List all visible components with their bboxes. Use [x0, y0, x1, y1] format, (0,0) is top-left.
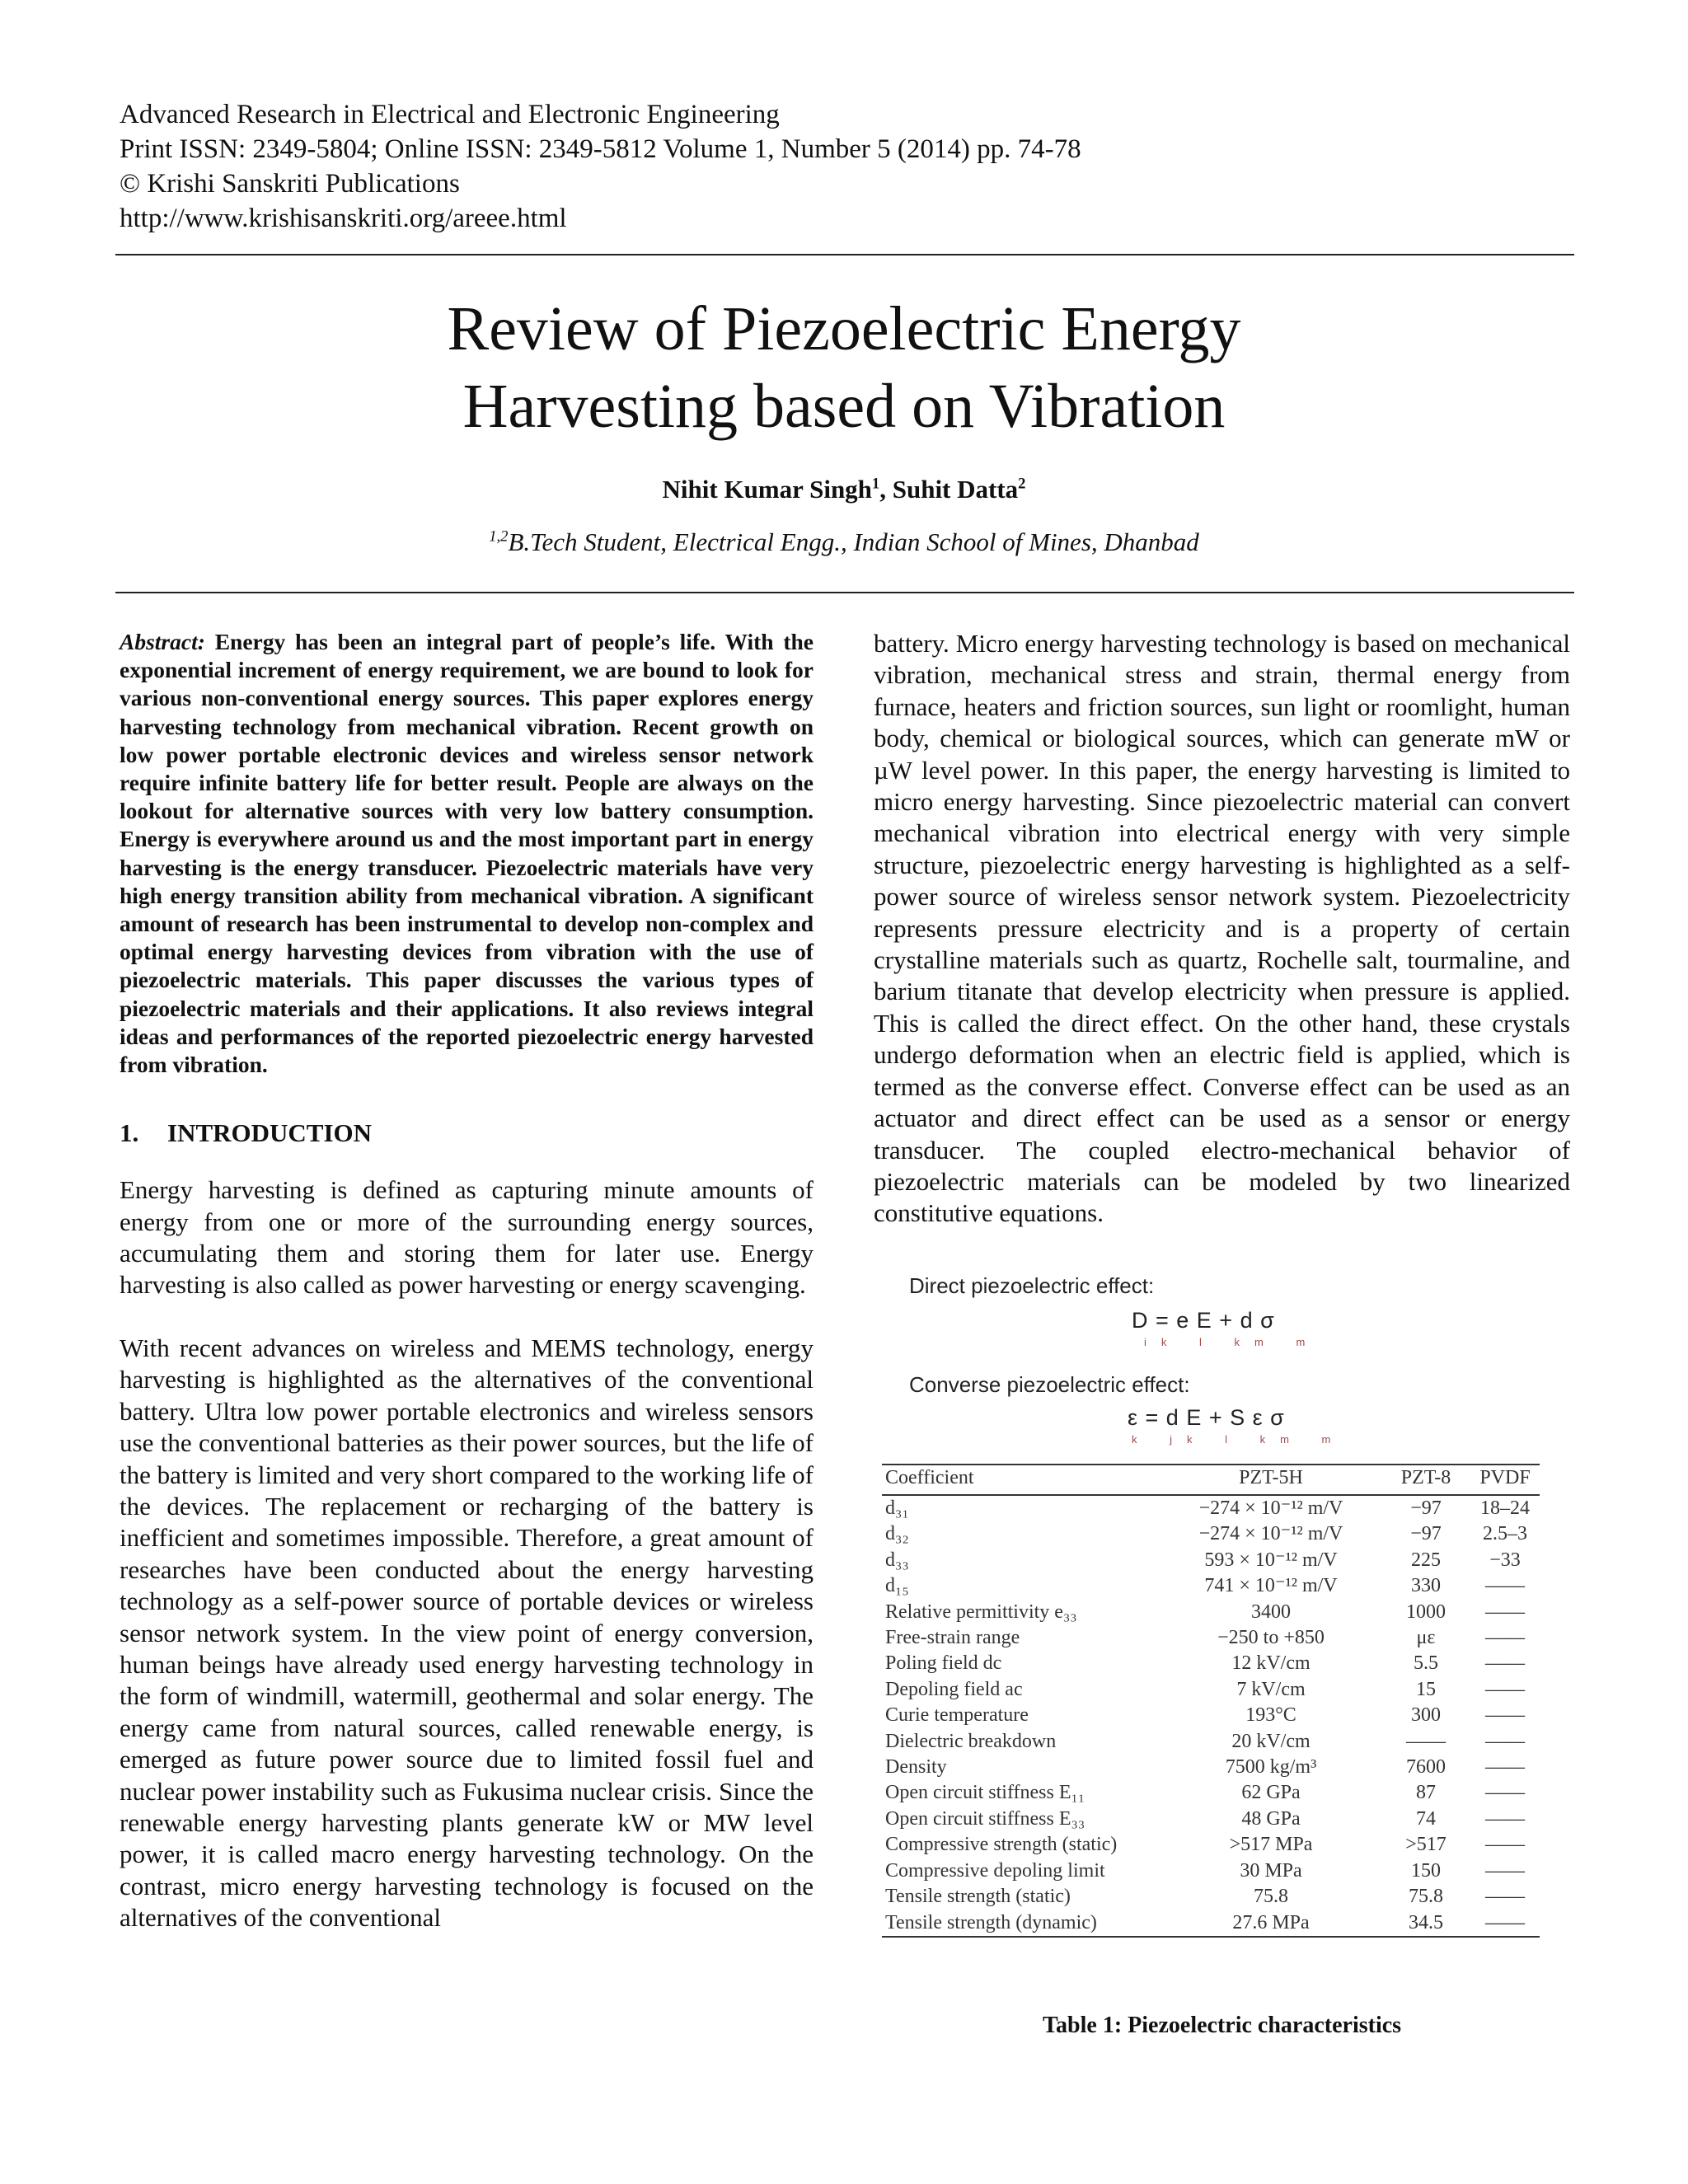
pvdf-cell: ——	[1485, 1678, 1525, 1700]
pzt-8-cell: 1000	[1406, 1601, 1446, 1623]
pzt-8-cell: 330	[1411, 1575, 1441, 1597]
coefficient-cell: d₁₅	[885, 1575, 909, 1597]
table-row	[882, 1807, 1540, 1832]
piezo-table-container	[882, 1464, 1540, 1938]
converse-effect-equation: ε = d E + S ε σ	[1128, 1405, 1285, 1430]
table-row	[882, 1755, 1540, 1780]
table-row	[882, 1651, 1540, 1676]
table-row	[882, 1495, 1540, 1521]
pzt-5h-cell: 12 kV/cm	[1231, 1652, 1311, 1675]
pvdf-cell: ——	[1485, 1575, 1525, 1597]
pzt-5h-cell: −274 × 10⁻¹² m/V	[1198, 1497, 1343, 1519]
pvdf-cell: ——	[1485, 1652, 1525, 1675]
pzt-5h-cell: 20 kV/cm	[1231, 1730, 1311, 1752]
title-divider	[115, 592, 1574, 593]
coefficient-cell: Density	[885, 1756, 947, 1779]
pzt-5h-cell: 7 kV/cm	[1236, 1678, 1306, 1700]
piezoelectric-characteristics-table	[882, 1464, 1540, 1938]
paper-title	[0, 290, 1688, 445]
pzt-5h-cell: 75.8	[1254, 1886, 1288, 1908]
title-line-2: Harvesting based on Vibration	[462, 372, 1226, 441]
pzt-8-cell: −97	[1410, 1523, 1442, 1545]
converse-effect-label: Converse piezoelectric effect:	[909, 1372, 1190, 1397]
coefficient-cell: d₃₁	[885, 1497, 909, 1519]
table-row	[882, 1910, 1540, 1937]
issn-line: Print ISSN: 2349-5804; Online ISSN: 2349-5812 Volume 1, Number 5 (2014) pp. 74-78	[120, 134, 1081, 164]
pzt-8-cell: 300	[1411, 1704, 1441, 1727]
table-row	[882, 1884, 1540, 1910]
left-column	[120, 628, 814, 1966]
section-heading-introduction	[120, 1118, 814, 1148]
direct-effect-subscripts: ik l km m	[1144, 1336, 1320, 1348]
pzt-8-cell: 225	[1411, 1549, 1441, 1571]
pzt-5h-cell: −274 × 10⁻¹² m/V	[1198, 1523, 1343, 1545]
pzt-5h-cell: 593 × 10⁻¹² m/V	[1204, 1549, 1338, 1571]
coefficient-cell: Relative permittivity e₃₃	[885, 1601, 1077, 1623]
pzt-5h-cell: −250 to +850	[1217, 1627, 1325, 1649]
pzt-8-cell: 75.8	[1409, 1886, 1443, 1908]
author-2: Suhit Datta	[892, 475, 1019, 504]
author-2-sup: 2	[1018, 475, 1026, 493]
direct-effect-equation: D = e E + d σ	[1132, 1308, 1275, 1333]
pzt-8-cell: 15	[1416, 1678, 1436, 1700]
pzt-8-cell: 7600	[1406, 1756, 1446, 1779]
direct-effect-label: Direct piezoelectric effect:	[909, 1273, 1155, 1298]
title-line-1: Review of Piezoelectric Energy	[447, 294, 1241, 363]
table-row	[882, 1625, 1540, 1651]
pzt-5h-cell: 741 × 10⁻¹² m/V	[1204, 1575, 1338, 1597]
coefficient-cell: Poling field dc	[885, 1652, 1002, 1675]
table-header-row	[882, 1465, 1540, 1495]
header-coefficient: Coefficient	[882, 1465, 1160, 1495]
table-row	[882, 1832, 1540, 1858]
author-separator: ,	[879, 475, 893, 504]
table-row	[882, 1677, 1540, 1703]
pzt-8-cell: 87	[1416, 1782, 1436, 1804]
coefficient-cell: Free-strain range	[885, 1627, 1020, 1649]
table-row	[882, 1600, 1540, 1625]
pvdf-cell: ——	[1485, 1782, 1525, 1804]
right-column	[874, 628, 1570, 1261]
table-row	[882, 1780, 1540, 1806]
coefficient-cell: Depoling field ac	[885, 1678, 1023, 1700]
pzt-8-cell: 34.5	[1381, 1910, 1470, 1937]
pvdf-cell: 18–24	[1480, 1497, 1530, 1519]
pzt-8-cell: >517	[1405, 1834, 1447, 1856]
affiliation-sup: 1,2	[489, 527, 509, 546]
coefficient-cell: Open circuit stiffness E₁₁	[885, 1782, 1085, 1804]
pzt-8-cell: 5.5	[1414, 1652, 1438, 1675]
table-row	[882, 1521, 1540, 1547]
journal-name: Advanced Research in Electrical and Electronic Engineering	[120, 100, 780, 129]
publisher: © Krishi Sanskriti Publications	[120, 169, 460, 199]
affiliation-text: B.Tech Student, Electrical Engg., Indian School of Mines, Dhanbad	[508, 527, 1199, 556]
section-number: 1.	[120, 1118, 139, 1148]
coefficient-cell: d₃₂	[885, 1523, 909, 1545]
coefficient-cell: d₃₃	[885, 1549, 909, 1571]
pzt-5h-cell: 48 GPa	[1241, 1807, 1301, 1830]
table-caption: Table 1: Piezoelectric characteristics	[1042, 2013, 1402, 2038]
pzt-8-cell: 150	[1411, 1859, 1441, 1882]
header-pzt-5h: PZT-5H	[1160, 1465, 1381, 1495]
table-row	[882, 1703, 1540, 1728]
pvdf-cell: ——	[1485, 1886, 1525, 1908]
abstract-text: Energy has been an integral part of people’s life. With the exponential increment of energy requirement, we are bound to look for various non-conventional energy sources. This paper explores energy harvesting technology from mechanical vibration. Recent growth on low power portable electronic devices and wireless sensor network require infinite battery life for better result. People are always on the lookout for alternative sources with very low battery consumption. Energy is everywhere around us and the most important part in energy harvesting is the energy transducer. Piezoelectric materials have very high energy transition ability from mechanical vibration. A significant amount of research has been instrumental to develop non-complex and optimal energy harvesting devices from vibration with the use of piezoelectric materials. This paper discusses the various types of piezoelectric materials and their applications. It also reviews integral ideas and performances of the reported piezoelectric energy harvested from vibration.	[120, 629, 814, 1078]
table-row	[882, 1729, 1540, 1755]
pvdf-cell: ——	[1485, 1859, 1525, 1882]
table-row	[882, 1858, 1540, 1884]
coefficient-cell: Tensile strength (dynamic)	[882, 1910, 1160, 1937]
pvdf-cell: ——	[1485, 1756, 1525, 1779]
abstract	[120, 628, 814, 1079]
intro-paragraph-3: battery. Micro energy harvesting technology is based on mechanical vibration, mechanical stress and strain, thermal energy from furnace, heaters and friction sources, sun light or roomlight, human body, chemical or biological sources, which can generate mW or µW level power. In this paper, the energy harvesting is limited to micro energy harvesting. Since piezoelectric material can convert mechanical vibration into electrical energy with very simple structure, piezoelectric energy harvesting is highlighted as a self-power source of wireless sensor network system. Piezoelectricity represents pressure electricity and is a property of certain crystalline materials such as quartz, Rochelle salt, tourmaline, and barium titanate that develop electricity when pressure is applied. This is called the direct effect. On the other hand, these crystals undergo deformation when an electric field is applied, which is termed as the converse effect. Converse effect can be used as an actuator and direct effect can be used as a sensor or energy transducer. The coupled electro-mechanical behavior of piezoelectric materials can be modeled by two linearized constitutive equations.	[874, 629, 1570, 1228]
converse-effect-subscripts: k jk l km m	[1132, 1433, 1346, 1446]
pzt-5h-cell: 30 MPa	[1240, 1859, 1302, 1882]
coefficient-cell: Curie temperature	[885, 1704, 1029, 1727]
pvdf-cell: ——	[1485, 1627, 1525, 1649]
header-pzt-8: PZT-8	[1381, 1465, 1470, 1495]
section-title: INTRODUCTION	[167, 1118, 373, 1148]
pzt-8-cell: ——	[1406, 1730, 1446, 1752]
pzt-5h-cell: 27.6 MPa	[1160, 1910, 1381, 1937]
header-divider	[115, 254, 1574, 255]
pzt-8-cell: 74	[1416, 1807, 1436, 1830]
pvdf-cell: −33	[1489, 1549, 1521, 1571]
table-row	[882, 1548, 1540, 1573]
table-body	[882, 1495, 1540, 1937]
pzt-8-cell: −97	[1410, 1497, 1442, 1519]
author-1: Nihit Kumar Singh	[662, 475, 872, 504]
constitutive-equations	[909, 1273, 1371, 1446]
pzt-5h-cell: 62 GPa	[1241, 1782, 1301, 1804]
coefficient-cell: Compressive strength (static)	[885, 1834, 1118, 1856]
intro-paragraph-1: Energy harvesting is defined as capturing minute amounts of energy from one or more of the surrounding energy sources, accumulating them and storing them for later use. Energy harvesting is also called as power harvesting or energy scavenging.	[120, 1175, 814, 1300]
pvdf-cell: ——	[1485, 1704, 1525, 1727]
author-1-sup: 1	[871, 475, 880, 493]
pvdf-cell: ——	[1485, 1834, 1525, 1856]
pvdf-cell: 2.5–3	[1483, 1523, 1527, 1545]
pzt-5h-cell: 193°C	[1245, 1704, 1296, 1727]
table-row	[882, 1573, 1540, 1599]
pvdf-cell: ——	[1485, 1730, 1525, 1752]
pzt-8-cell: με	[1416, 1627, 1436, 1649]
affiliation	[0, 527, 1688, 557]
coefficient-cell: Open circuit stiffness E₃₃	[885, 1807, 1085, 1830]
pvdf-cell: ——	[1470, 1910, 1540, 1937]
header-pvdf: PVDF	[1470, 1465, 1540, 1495]
abstract-label: Abstract:	[120, 629, 205, 654]
pzt-5h-cell: 7500 kg/m³	[1225, 1756, 1317, 1779]
journal-header	[120, 97, 1081, 236]
coefficient-cell: Compressive depoling limit	[885, 1859, 1105, 1882]
pvdf-cell: ——	[1485, 1807, 1525, 1830]
journal-url: http://www.krishisanskriti.org/areee.html	[120, 204, 567, 233]
pzt-5h-cell: >517 MPa	[1229, 1834, 1313, 1856]
pvdf-cell: ——	[1485, 1601, 1525, 1623]
authors	[0, 475, 1688, 504]
coefficient-cell: Tensile strength (static)	[885, 1886, 1071, 1908]
intro-paragraph-2: With recent advances on wireless and MEMS technology, energy harvesting is highlighted as the alternatives of the conventional battery. Ultra low power portable electronics and wireless sensors use the conventional batteries as their power sources, but the life of the battery is limited and very short compared to the working life of the devices. The replacement or recharging of the battery is inefficient and sometimes impossible. Therefore, a great amount of researches have been conducted about the energy harvesting technology as a self-power source of portable devices or wireless sensor network system. In the view point of energy conversion, human beings have already used energy harvesting technology in the form of windmill, watermill, geothermal and solar energy. The energy came from natural sources, called renewable energy, is emerged as future power source due to limited fossil fuel and nuclear power instability such as Fukusima nuclear crisis. Since the renewable energy harvesting plants generate kW or MW level power, it is called macro energy harvesting technology. On the contrast, micro energy harvesting technology is focused on the alternatives of the conventional	[120, 1333, 814, 1933]
pzt-5h-cell: 3400	[1251, 1601, 1291, 1623]
coefficient-cell: Dielectric breakdown	[885, 1730, 1057, 1752]
